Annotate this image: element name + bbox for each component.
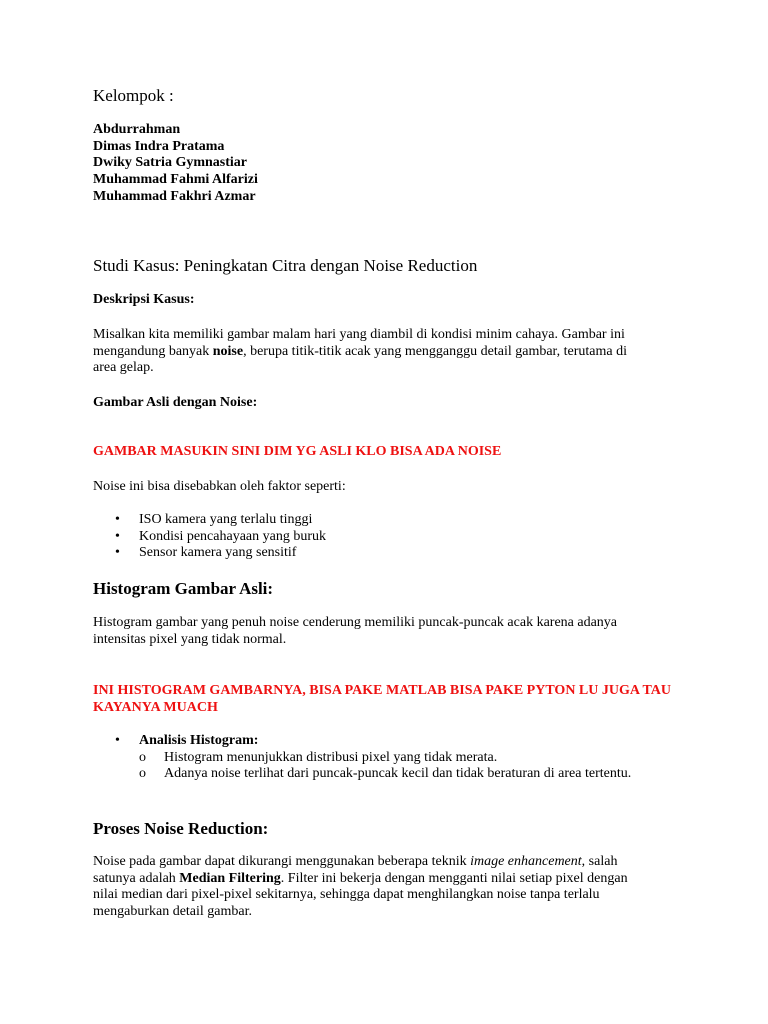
histogram-analysis (93, 733, 683, 783)
process-heading: Proses Noise Reduction: (93, 819, 269, 838)
image-placeholder-note: GAMBAR MASUKIN SINI DIM YG ASLI KLO BISA ADA NOISE (93, 444, 502, 459)
noise-image-heading: Gambar Asli dengan Noise: (93, 395, 258, 410)
sub-list-item-text: Histogram menunjukkan distribusi pixel yang tidak merata. (164, 749, 498, 765)
case-study-title: Studi Kasus: Peningkatan Citra dengan Noise Reduction (93, 256, 478, 275)
bullet-icon: • (115, 512, 120, 527)
bullet-icon: • (115, 545, 120, 561)
bullet-icon: • (115, 733, 120, 748)
sub-list-item (93, 750, 683, 767)
sub-list-item (93, 766, 683, 783)
circle-bullet-icon: o (139, 749, 146, 765)
member-name: Muhammad Fahmi Alfarizi (93, 172, 258, 188)
list-item (93, 529, 326, 546)
list-item (93, 545, 326, 562)
analysis-label: Analisis Histogram: (139, 733, 259, 748)
histogram-heading: Histogram Gambar Asli: (93, 579, 274, 598)
process-text-part: Noise pada gambar dapat dikurangi menggunakan beberapa teknik (93, 854, 471, 869)
description-text-end: , berupa titik-titik acak yang mengganggu detail gambar, terutama di area gelap. (93, 343, 628, 376)
process-bold-term: Median Filtering (179, 870, 281, 886)
description-paragraph (93, 327, 653, 377)
process-text-part: . Filter ini bekerja dengan mengganti nilai setiap pixel dengan nilai median dari pixel-pixel sekitarnya, sehingga dapat menghilangkan noise tanpa terlalu mengaburkan detail gambar. (93, 870, 628, 920)
description-bold-noise: noise (212, 343, 244, 359)
process-paragraph (93, 854, 653, 921)
list-item-text: Sensor kamera yang sensitif (139, 545, 297, 561)
circle-bullet-icon: o (139, 766, 146, 782)
member-name: Dwiky Satria Gymnastiar (93, 155, 247, 171)
histogram-placeholder-note: INI HISTOGRAM GAMBARNYA, BISA PAKE MATLAB BISA PAKE PYTON LU JUGA TAU KAYANYA MUACH (93, 683, 671, 715)
description-text-start: Misalkan kita memiliki gambar malam hari yang diambil di kondisi minim cahaya. Gambar ini mengandung banyak (93, 327, 625, 359)
histogram-paragraph: Histogram gambar yang penuh noise cenderung memiliki puncak-puncak acak karena adanya intensitas pixel yang tidak normal. (93, 615, 618, 647)
member-name: Muhammad Fakhri Azmar (93, 188, 256, 204)
process-italic-term: image enhancement (470, 854, 582, 869)
member-name: Abdurrahman (93, 122, 181, 137)
member-list (93, 122, 258, 206)
factor-intro: Noise ini bisa disebabkan oleh faktor seperti: (93, 479, 346, 494)
bullet-icon: • (115, 528, 120, 544)
factor-list (93, 512, 326, 562)
group-heading: Kelompok : (93, 86, 174, 105)
list-item (93, 733, 683, 750)
process-text-part: , salah satunya adalah (93, 854, 618, 886)
sub-list-item-text: Adanya noise terlihat dari puncak-puncak kecil dan tidak beraturan di area tertentu. (164, 766, 632, 782)
description-heading: Deskripsi Kasus: (93, 292, 195, 307)
list-item-text: ISO kamera yang terlalu tinggi (139, 512, 313, 527)
list-item-text: Kondisi pencahayaan yang buruk (139, 528, 326, 544)
member-name: Dimas Indra Pratama (93, 138, 225, 154)
list-item (93, 512, 326, 529)
